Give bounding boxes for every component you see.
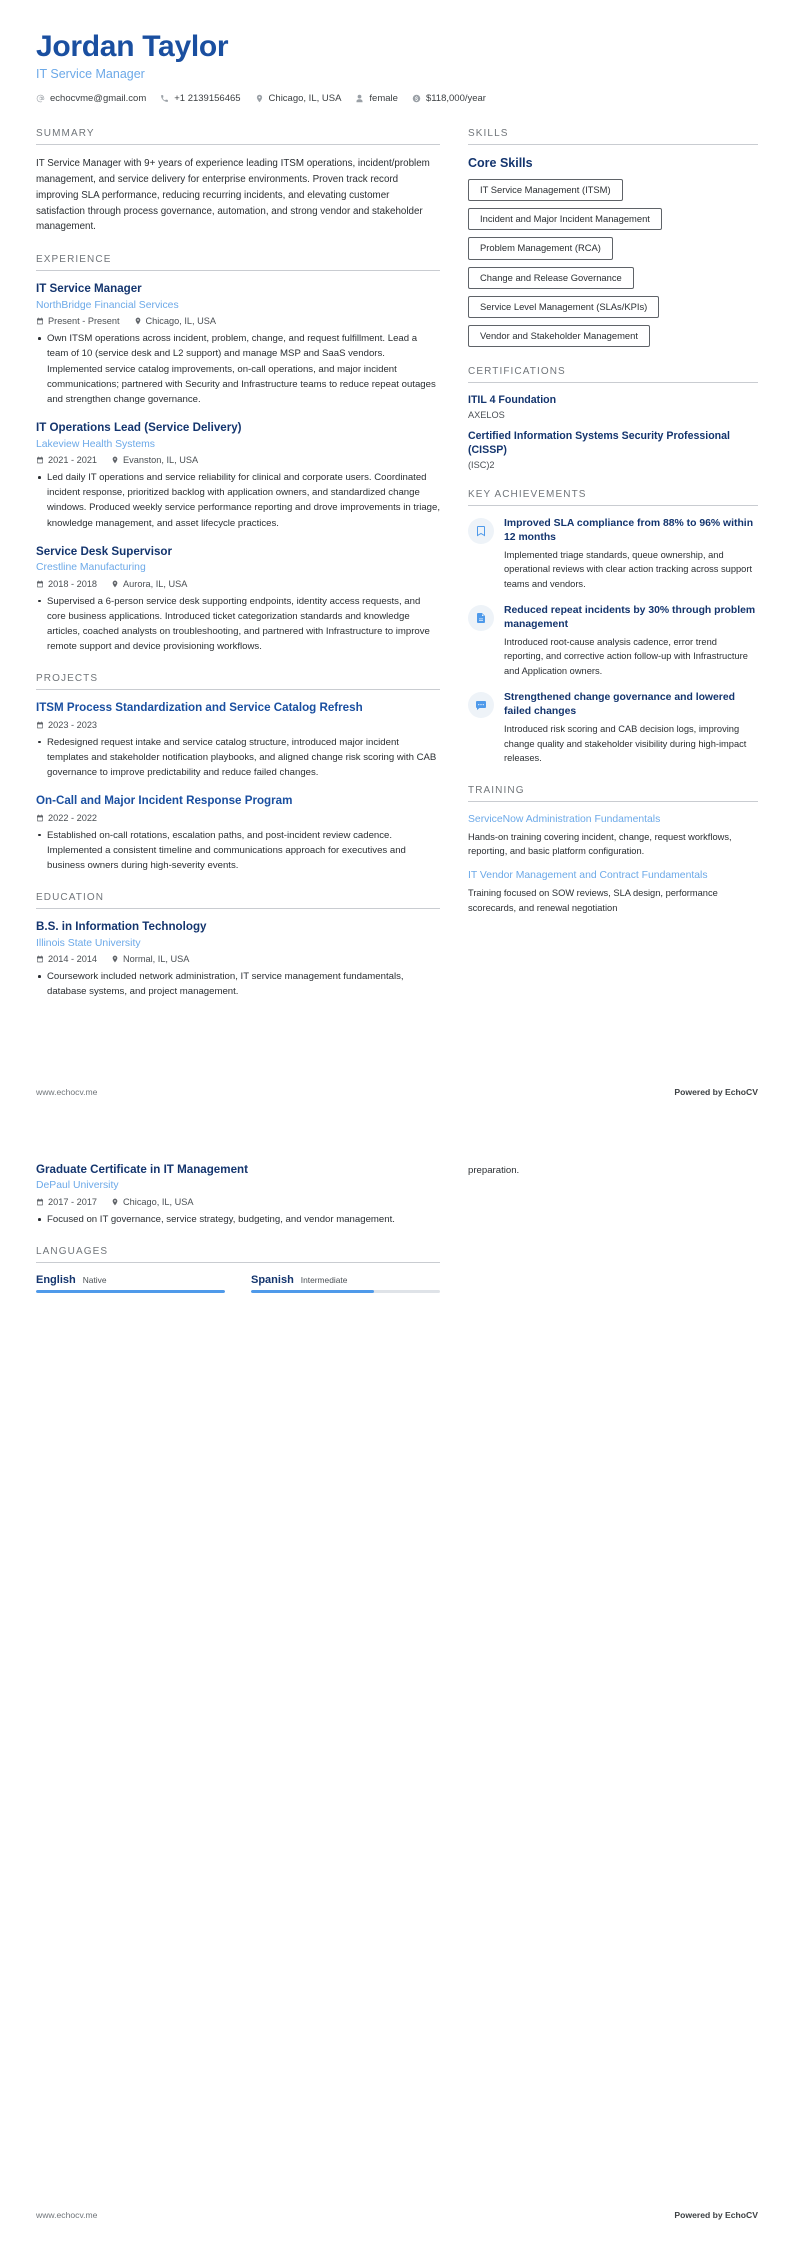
education-dates-text: 2017 - 2017 xyxy=(48,1197,98,1207)
calendar-icon xyxy=(36,1198,44,1206)
calendar-icon xyxy=(36,721,44,729)
section-skills xyxy=(468,128,758,347)
experience-dates xyxy=(36,579,97,589)
project-dates xyxy=(36,813,97,823)
footer-brand xyxy=(674,1087,758,1097)
experience-dates-text: 2021 - 2021 xyxy=(48,455,98,466)
chat-icon xyxy=(468,692,494,718)
resume-header xyxy=(36,30,758,104)
section-summary xyxy=(36,128,440,235)
contact-salary-text: $118,000/year xyxy=(425,93,486,104)
bullet-item: Focused on IT governance, service strategy, budgeting, and vendor management. xyxy=(47,1212,440,1227)
email-icon xyxy=(36,94,45,103)
certification-name: ITIL 4 Foundation xyxy=(468,394,557,407)
achievement-title: Strengthened change governance and lowered failed changes xyxy=(504,692,735,718)
achievement-title: Improved SLA compliance from 88% to 96% within 12 months xyxy=(504,517,754,543)
experience-location xyxy=(134,316,216,326)
language-level: Intermediate xyxy=(300,1275,348,1286)
experience-location xyxy=(111,455,198,465)
achievement-body xyxy=(504,691,758,765)
contact-email-text: echocvme@gmail.com xyxy=(50,93,147,104)
achievement-body xyxy=(504,604,758,678)
project-dates xyxy=(36,720,97,730)
footer-powered-prefix: Powered by xyxy=(674,1087,726,1097)
education-meta xyxy=(36,954,440,964)
right-column-page2 xyxy=(468,1163,758,1178)
language-name: English xyxy=(36,1274,76,1287)
left-column xyxy=(36,128,440,1019)
training-entry xyxy=(468,869,758,915)
phone-icon xyxy=(160,94,169,103)
skill-chip: Change and Release Governance xyxy=(468,267,634,289)
education-location-text: Normal, IL, USA xyxy=(123,954,190,965)
section-key-achievements xyxy=(468,489,758,766)
skills-group-title: Core Skills xyxy=(468,156,533,170)
experience-organization: Crestline Manufacturing xyxy=(36,562,146,574)
experience-bullets xyxy=(36,594,440,655)
project-meta xyxy=(36,720,440,730)
left-column-page2 xyxy=(36,1163,440,1312)
experience-dates xyxy=(36,455,97,465)
experience-heading: EXPERIENCE xyxy=(36,254,440,271)
education-location-text: Chicago, IL, USA xyxy=(123,1197,194,1207)
skill-chip: Incident and Major Incident Management xyxy=(468,208,662,230)
language-head xyxy=(251,1274,440,1286)
training-description: Hands-on training covering incident, change, request workflows, reporting, and basic platform configuration. xyxy=(468,831,732,856)
candidate-role: IT Service Manager xyxy=(36,67,145,81)
contact-location xyxy=(255,93,342,104)
project-entry xyxy=(36,701,440,780)
skill-chip: Vendor and Stakeholder Management xyxy=(468,325,650,347)
contact-location-text: Chicago, IL, USA xyxy=(268,93,342,104)
experience-organization: NorthBridge Financial Services xyxy=(36,299,179,311)
section-training xyxy=(468,785,758,916)
certification-issuer: (ISC)2 xyxy=(468,459,495,470)
language-level: Native xyxy=(82,1275,107,1286)
education-organization: Illinois State University xyxy=(36,937,141,949)
projects-heading: PROJECTS xyxy=(36,673,440,690)
project-title: On-Call and Major Incident Response Program xyxy=(36,794,293,808)
contact-email[interactable] xyxy=(36,93,146,104)
education-organization: DePaul University xyxy=(36,1180,119,1192)
achievement-description: Introduced risk scoring and CAB decision logs, improving change quality and stakeholder visibility during high-impact releases. xyxy=(504,724,747,764)
section-projects xyxy=(36,673,440,873)
language-head xyxy=(36,1274,225,1286)
language-proficiency-bar xyxy=(251,1290,440,1293)
education-location xyxy=(111,954,189,964)
training-title: ServiceNow Administration Fundamentals xyxy=(468,813,661,825)
project-meta xyxy=(36,813,440,823)
page-footer xyxy=(36,1087,758,1097)
education-meta xyxy=(36,1197,440,1207)
certifications-heading: CERTIFICATIONS xyxy=(468,366,758,383)
calendar-icon xyxy=(36,456,44,464)
project-bullets xyxy=(36,828,440,873)
skills-chip-list xyxy=(468,179,758,347)
education-dates xyxy=(36,1197,97,1207)
experience-organization: Lakeview Health Systems xyxy=(36,438,155,450)
skill-chip: IT Service Management (ITSM) xyxy=(468,179,623,201)
languages-heading: LANGUAGES xyxy=(36,1246,440,1263)
experience-location xyxy=(111,579,187,589)
calendar-icon xyxy=(36,580,44,588)
experience-meta xyxy=(36,316,440,326)
experience-bullets xyxy=(36,331,440,407)
contact-gender xyxy=(355,93,398,104)
education-dates xyxy=(36,954,97,964)
bullet-item: Coursework included network administration, IT service management fundamentals, database systems, and project management. xyxy=(47,969,440,999)
certification-name: Certified Information Systems Security Professional (CISSP) xyxy=(468,430,730,456)
right-column xyxy=(468,128,758,934)
bullet-item: Established on-call rotations, escalation paths, and post-incident review cadence. Implemented a consistent timeline and communications approach for executives and business owners during high-severity events. xyxy=(47,828,440,873)
contact-phone[interactable] xyxy=(160,93,240,104)
experience-title: Service Desk Supervisor xyxy=(36,544,172,558)
experience-dates xyxy=(36,316,120,326)
experience-entry xyxy=(36,545,440,655)
language-name: Spanish xyxy=(251,1274,294,1287)
project-entry xyxy=(36,794,440,873)
location-icon xyxy=(255,94,264,103)
experience-location-text: Chicago, IL, USA xyxy=(145,316,216,327)
bullet-item: Supervised a 6-person service desk supporting endpoints, identity access requests, and core business applications. Introduced ticket categorization standards and knowledge articles, coached analysts on troubleshooting, and partnered with Infrastructure to improve remote support and device provisioning workflows. xyxy=(47,594,440,655)
achievement-item xyxy=(468,517,758,591)
skill-chip: Problem Management (RCA) xyxy=(468,237,613,259)
education-bullets xyxy=(36,1212,440,1227)
achievement-body xyxy=(504,517,758,591)
footer-site[interactable]: www.echocv.me xyxy=(36,1087,98,1097)
bullet-item: Led daily IT operations and service reliability for clinical and corporate users. Coordinated incident response, prioritized backlog with application owners, and standardized change windows. Produced weekly service performance reporting and drove improvements in triage, knowledge management, and asset lifecycle practices. xyxy=(47,470,440,531)
project-title: ITSM Process Standardization and Service Catalog Refresh xyxy=(36,701,363,715)
person-icon xyxy=(355,94,364,103)
experience-dates-text: 2018 - 2018 xyxy=(48,578,98,589)
bullet-item: Own ITSM operations across incident, problem, change, and request fulfillment. Lead a team of 10 (service desk and L2 support) and manage MSP and SaaS vendors. Implemented service catalog improvements, on-call operations, and major incident communications; partnered with Security and Infrastructure teams to reduce repeat outages and strengthen change governance. xyxy=(47,331,440,407)
achievement-title: Reduced repeat incidents by 30% through problem management xyxy=(504,604,756,630)
salary-icon xyxy=(412,94,421,103)
education-location xyxy=(111,1197,193,1207)
language-proficiency-bar xyxy=(36,1290,225,1293)
experience-title: IT Service Manager xyxy=(36,282,142,296)
experience-title: IT Operations Lead (Service Delivery) xyxy=(36,421,242,435)
footer-brand-name: EchoCV xyxy=(725,1087,758,1097)
experience-entry xyxy=(36,282,440,407)
education-heading: EDUCATION xyxy=(36,892,440,909)
achievement-description: Implemented triage standards, queue ownership, and operational reviews with clear action tracking across support teams and vendors. xyxy=(504,549,753,589)
bullet-item: Redesigned request intake and service catalog structure, introduced major incident templates and stakeholder notification playbooks, and aligned change risk scoring with CAB governance to improve predictability and reduce failed changes. xyxy=(47,735,440,780)
education-entry xyxy=(36,920,440,999)
language-item xyxy=(36,1274,225,1293)
section-education xyxy=(36,892,440,999)
location-icon xyxy=(111,1198,119,1206)
location-icon xyxy=(111,955,119,963)
experience-bullets xyxy=(36,470,440,531)
location-icon xyxy=(134,317,142,325)
bookmark-icon xyxy=(468,518,494,544)
section-education-continued xyxy=(36,1163,440,1227)
certification-entry xyxy=(468,394,758,420)
resume-body xyxy=(36,128,758,1019)
contact-list xyxy=(36,93,758,104)
project-bullets xyxy=(36,735,440,780)
training-carry-text: preparation. xyxy=(468,1165,520,1176)
education-dates-text: 2014 - 2014 xyxy=(48,954,98,965)
location-icon xyxy=(111,456,119,464)
education-title: Graduate Certificate in IT Management xyxy=(36,1163,248,1176)
languages-list xyxy=(36,1274,440,1293)
footer-powered-prefix: Powered by xyxy=(674,2210,726,2220)
contact-salary xyxy=(412,93,486,104)
section-certifications xyxy=(468,366,758,469)
training-title: IT Vendor Management and Contract Fundamentals xyxy=(468,870,708,882)
page-footer xyxy=(36,2210,758,2220)
calendar-icon xyxy=(36,814,44,822)
certification-entry xyxy=(468,430,758,470)
key-achievements-heading: KEY ACHIEVEMENTS xyxy=(468,489,758,506)
section-experience xyxy=(36,254,440,654)
language-item xyxy=(251,1274,440,1293)
location-icon xyxy=(111,580,119,588)
experience-meta xyxy=(36,579,440,589)
section-languages xyxy=(36,1246,440,1293)
training-heading: TRAINING xyxy=(468,785,758,802)
experience-location-text: Evanston, IL, USA xyxy=(123,455,199,466)
document-icon xyxy=(468,605,494,631)
skills-heading: SKILLS xyxy=(468,128,758,145)
education-bullets xyxy=(36,969,440,999)
experience-meta xyxy=(36,455,440,465)
project-dates-text: 2023 - 2023 xyxy=(48,719,98,730)
skill-chip: Service Level Management (SLAs/KPIs) xyxy=(468,296,659,318)
footer-brand-name: EchoCV xyxy=(725,2210,758,2220)
footer-brand xyxy=(674,2210,758,2220)
achievement-item xyxy=(468,691,758,765)
education-title: B.S. in Information Technology xyxy=(36,920,207,934)
contact-gender-text: female xyxy=(369,93,398,104)
contact-phone-text: +1 2139156465 xyxy=(174,93,241,104)
achievement-item xyxy=(468,604,758,678)
project-dates-text: 2022 - 2022 xyxy=(48,812,98,823)
experience-location-text: Aurora, IL, USA xyxy=(123,578,188,589)
training-description: Training focused on SOW reviews, SLA design, performance scorecards, and renewal negotiation xyxy=(468,888,718,913)
resume-body-page2 xyxy=(36,1163,758,1312)
education-entry xyxy=(36,1163,440,1227)
calendar-icon xyxy=(36,955,44,963)
summary-heading: SUMMARY xyxy=(36,128,440,145)
footer-site[interactable]: www.echocv.me xyxy=(36,2210,98,2220)
training-entry xyxy=(468,813,758,859)
experience-dates-text: Present - Present xyxy=(48,316,120,327)
summary-text: IT Service Manager with 9+ years of experience leading ITSM operations, incident/problem management, and service delivery for enterprise environments. Proven track record improving SLA performance, reducing recurring incidents, and elevating customer satisfaction through process governance, automation, and strong vendor and stakeholder management. xyxy=(36,158,430,233)
experience-entry xyxy=(36,421,440,531)
resume-page-2 xyxy=(0,1123,794,2246)
candidate-name: Jordan Taylor xyxy=(36,30,229,63)
certification-issuer: AXELOS xyxy=(468,410,505,421)
calendar-icon xyxy=(36,317,44,325)
achievement-description: Introduced root-cause analysis cadence, error trend reporting, and corrective action follow-up with Infrastructure and Application owners. xyxy=(504,637,748,676)
